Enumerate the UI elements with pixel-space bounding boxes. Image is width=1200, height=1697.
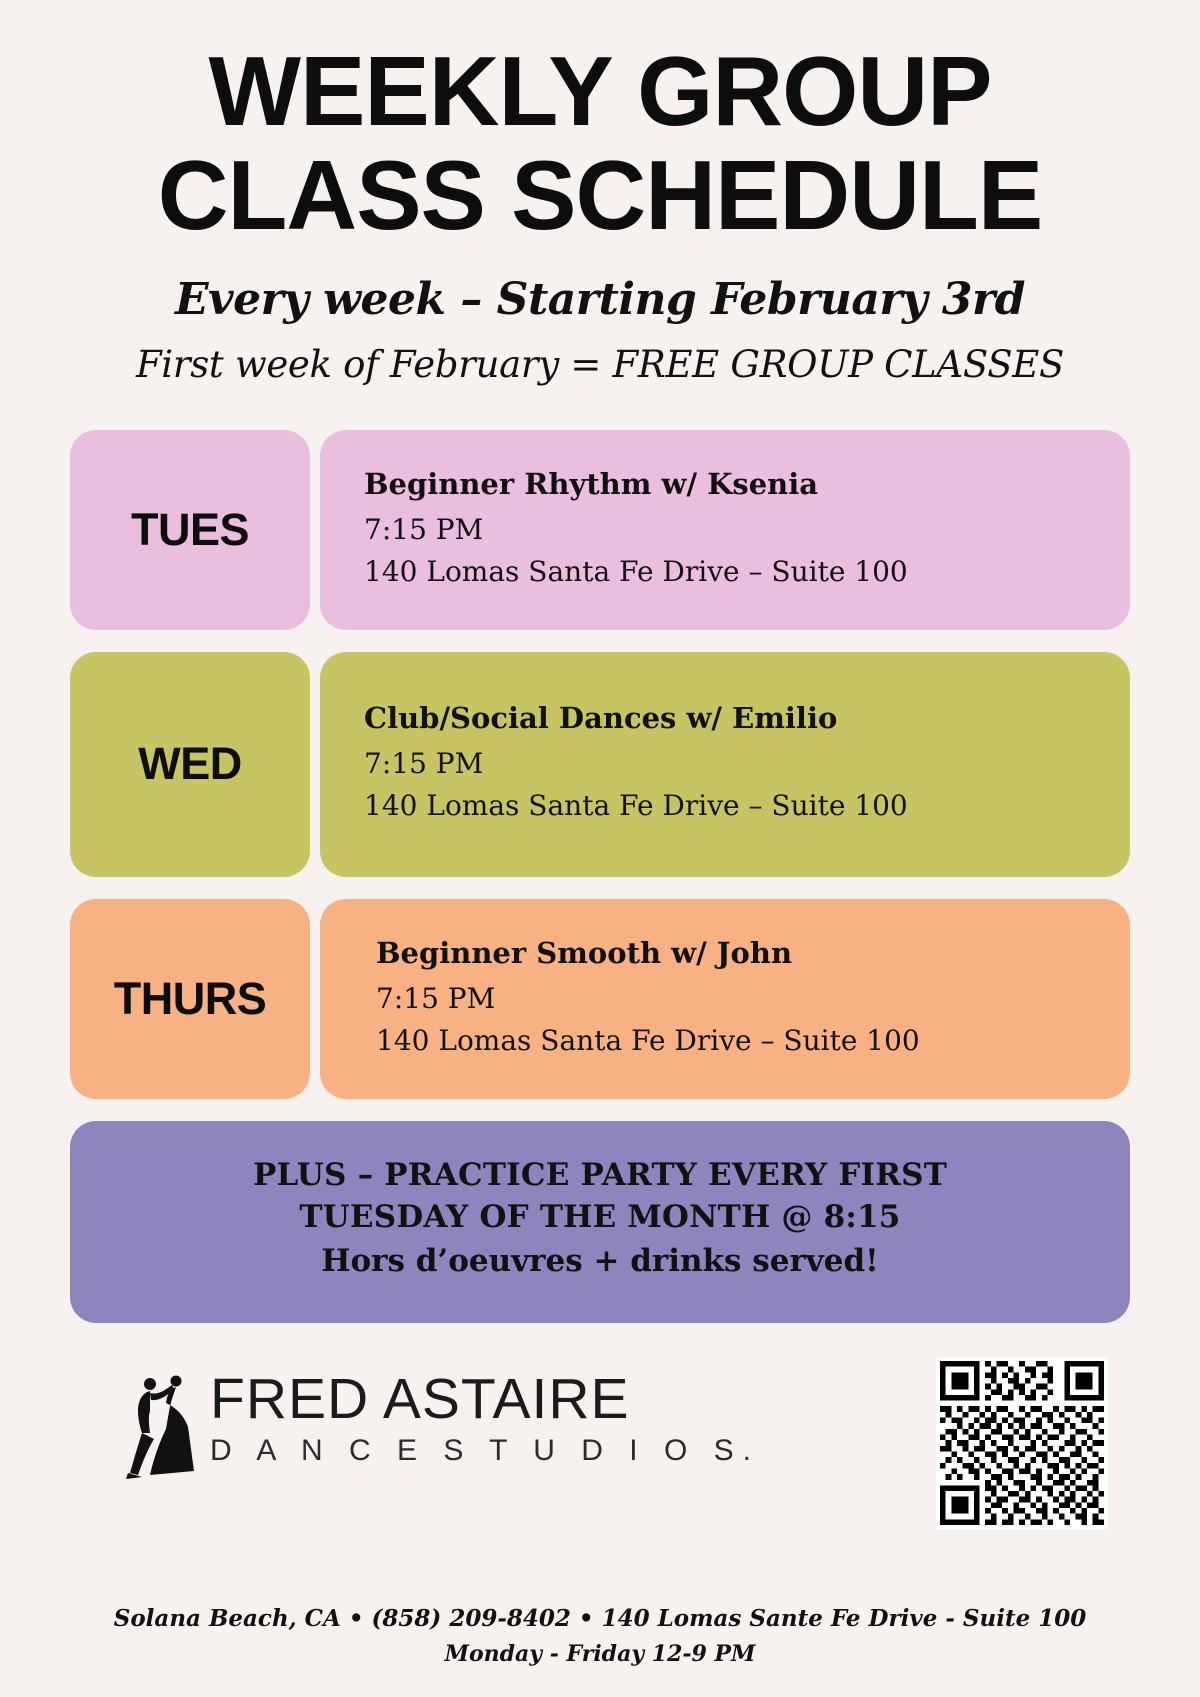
title-line-1: WEEKLY GROUP xyxy=(208,36,992,146)
footer xyxy=(70,1357,1130,1529)
class-address: 140 Lomas Santa Fe Drive – Suite 100 xyxy=(376,1023,920,1057)
brand-tagline: D A N C E S T U D I O S. xyxy=(210,1433,760,1467)
qr-code-image xyxy=(940,1361,1104,1525)
page-title xyxy=(70,36,1130,250)
class-address: 140 Lomas Santa Fe Drive – Suite 100 xyxy=(364,789,908,823)
class-address: 140 Lomas Santa Fe Drive – Suite 100 xyxy=(364,554,908,588)
class-name: Beginner Smooth w/ John xyxy=(376,935,793,970)
brand-name: FRED ASTAIRE xyxy=(210,1366,630,1431)
class-name: Club/Social Dances w/ Emilio xyxy=(364,701,838,736)
class-time: 7:15 PM xyxy=(376,981,496,1015)
subtitle-secondary: First week of February = FREE GROUP CLASSES xyxy=(135,342,1065,386)
practice-party-line-1: PLUS – PRACTICE PARTY EVERY FIRST xyxy=(252,1156,948,1193)
schedule-row xyxy=(70,430,1130,630)
contact-line-1: Solana Beach, CA • (858) 209-8402 • 140 Lomas Sante Fe Drive - Suite 100 xyxy=(113,1605,1087,1632)
practice-party-line-3: Hors d’oeuvres + drinks served! xyxy=(321,1243,879,1280)
brand-text xyxy=(210,1366,760,1467)
class-details-thurs xyxy=(320,899,1130,1099)
class-details-wed xyxy=(320,652,1130,877)
schedule-row xyxy=(70,899,1130,1099)
schedule-row xyxy=(70,652,1130,877)
dancing-couple-icon xyxy=(120,1371,198,1481)
class-details-tues xyxy=(320,430,1130,630)
qr-code[interactable] xyxy=(936,1357,1108,1529)
brand-logo xyxy=(70,1366,760,1481)
contact-info xyxy=(0,1605,1200,1667)
class-time: 7:15 PM xyxy=(364,512,484,546)
subtitle: Every week – Starting February 3rd xyxy=(175,273,1025,325)
contact-line-2: Monday - Friday 12-9 PM xyxy=(444,1641,756,1667)
practice-party-banner xyxy=(70,1121,1130,1323)
schedule-list xyxy=(70,430,1130,1099)
title-line-2: CLASS SCHEDULE xyxy=(157,139,1043,250)
practice-party-line-2: TUESDAY OF THE MONTH @ 8:15 xyxy=(299,1198,901,1235)
class-time: 7:15 PM xyxy=(364,747,484,781)
day-label-wed: WED xyxy=(70,652,310,877)
day-label-tues: TUES xyxy=(70,430,310,630)
class-name: Beginner Rhythm w/ Ksenia xyxy=(364,466,819,501)
day-label-thurs: THURS xyxy=(70,899,310,1099)
